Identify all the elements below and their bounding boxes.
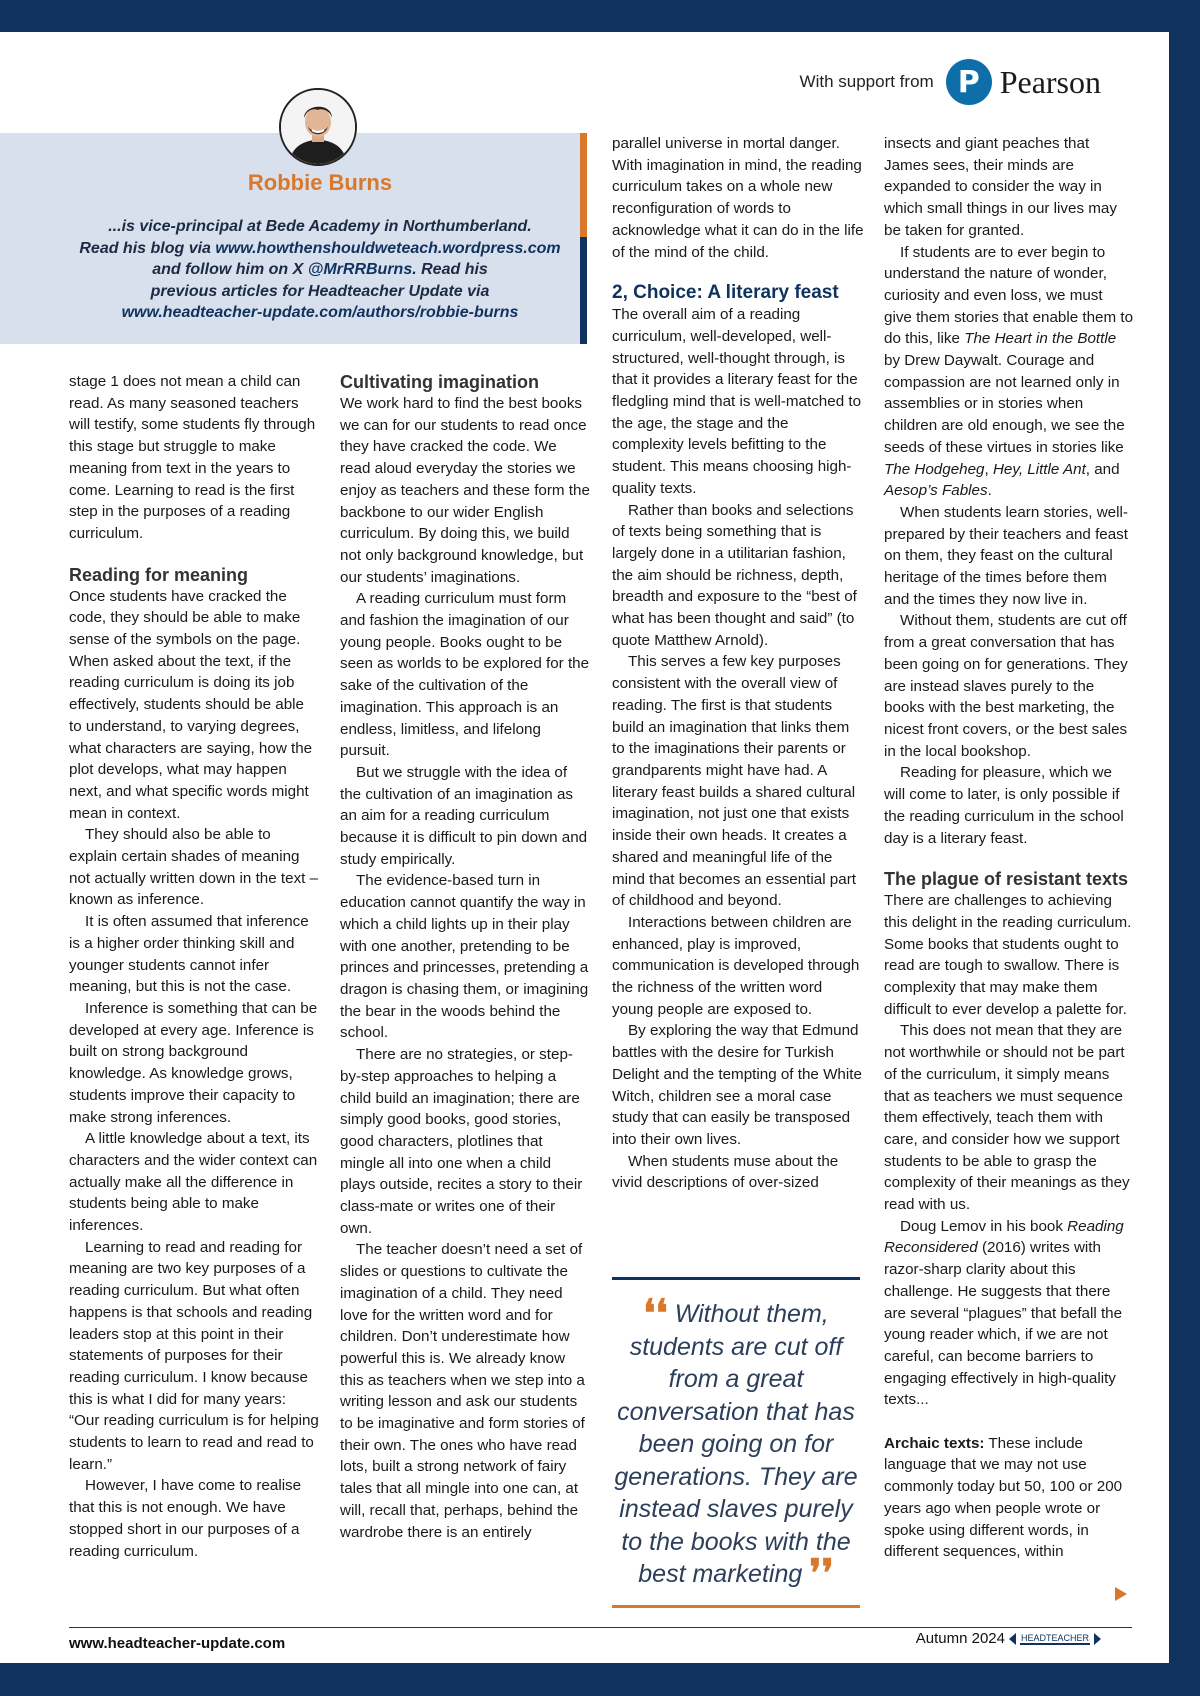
author-bio — [20, 216, 620, 324]
paragraph: We work hard to find the best books we can for our students to read once they have cracked the code. We read aloud everyday the stories we enjoy as teachers and these form the backbone to our wider English curriculum. By doing this, we build not only background knowledge, but our students’ imaginations. — [340, 395, 590, 586]
text-run: . — [987, 482, 992, 500]
paragraph: By exploring the way that Edmund battles with the desire for Turkish Delight and the tempting of the White Witch, children see a moral case study that can easily be transposed into their own lives. — [612, 1022, 862, 1148]
article-column-4 — [884, 133, 1134, 1563]
paragraph: When students learn stories, well-prepared by their teachers and feast on them, they feast on the cultural heritage of the times before them and the times they now live in. — [884, 503, 1128, 608]
article-column-3 — [612, 133, 864, 1194]
bio-line: previous articles for Headteacher Update via — [150, 282, 490, 300]
term-label: Archaic texts: — [884, 1434, 985, 1452]
paragraph — [884, 1216, 1134, 1411]
paragraph: This serves a few key purposes consistent with the overall view of reading. The first is that students build an imagination that links them to the imaginations their parents or grandparents might have had. A literary feast builds a shared cultural imagination, not just one that exists inside their own heads. It creates a shared and meaningful life of the mind that becomes an essential part of childhood and beyond. — [612, 653, 856, 910]
article-column-2 — [340, 371, 590, 1543]
author-articles-link[interactable]: www.headteacher-update.com/authors/robbie-burns — [121, 304, 519, 321]
bio-text-part: Read his blog via — [79, 239, 216, 257]
section-heading-reading-for-meaning: Reading for meaning — [69, 564, 249, 585]
book-title: Hey, Little Ant — [992, 460, 1086, 478]
close-quote-icon: ❜❜ — [809, 1553, 834, 1595]
paragraph: Inference is something that can be developed at every age. Inference is built on strong background knowledge. As knowledge grows, students improve their capacity to make strong inferences. — [69, 999, 318, 1126]
book-title: The Heart in the Bottle — [964, 330, 1117, 348]
triangle-right-icon — [1094, 1633, 1101, 1645]
pearson-wordmark: Pearson — [999, 63, 1101, 100]
paragraph — [884, 242, 1134, 502]
author-name: Robbie Burns — [247, 170, 393, 195]
paragraph — [884, 1433, 1134, 1563]
article-column-1 — [69, 371, 319, 1562]
headteacher-logo: HEADTEACHER — [1020, 1632, 1089, 1643]
pull-quote-text: Without them, students are cut off from a great conversation that has been going on for generations. They are instead slaves purely to the books with the best marketing — [614, 1300, 858, 1588]
section-heading-resistant-texts: The plague of resistant texts — [884, 869, 1129, 890]
support-text: With support from — [799, 72, 934, 91]
paragraph: But we struggle with the idea of the cultivation of an imagination as an aim for a reading curriculum because it is difficult to pin down and study empirically. — [340, 763, 588, 868]
paragraph: It is often assumed that inference is a higher order thinking skill and younger students cannot infer meaning, but this is not the case. — [69, 913, 309, 996]
paragraph: Without them, students are cut off from a great conversation that has been going on for generations. They are instead slaves purely to the books with the best marketing, the nicest front covers, or the best sales in the local bookshop. — [884, 612, 1128, 760]
author-portrait-icon — [281, 90, 355, 164]
text-run: If students are to ever begin to understand the nature of wonder, curiosity and even loss, we must give them stories that enable them to do this, like — [884, 243, 1134, 348]
paragraph: The teacher doesn’t need a set of slides or questions to cultivate the imagination of a child. They need love for the written word and for children. Don’t underestimate how powerful this is. We already know this as teachers when we step into a writing lesson and ask our students to be imaginative and form stories of their own. The ones who have read lots, built a strong network of fairy tales that all mingle into one can, at will, recall that, perhaps, behind the wardrobe there is an entirely — [340, 1241, 585, 1541]
open-quote-icon: ❛❛ — [643, 1293, 668, 1335]
book-title: Aesop’s Fables — [884, 482, 988, 500]
blog-link[interactable]: www.howthenshouldweteach.wordpress.com — [215, 239, 561, 257]
section-heading-choice: 2, Choice: A literary feast — [612, 282, 839, 304]
book-title: Reading Reconsidered — [884, 1217, 1124, 1257]
issue-label: Autumn 2024 — [915, 1630, 1005, 1647]
text-run: , — [984, 460, 993, 478]
book-title: The Hodgeheg — [884, 460, 985, 478]
paragraph: When students muse about the vivid descriptions of over-sized — [612, 1152, 839, 1192]
magazine-page — [0, 32, 1169, 1663]
paragraph: Interactions between children are enhanced, play is improved, communication is developed through the richness of the written word young people are exposed to. — [612, 913, 860, 1018]
paragraph: There are challenges to achieving this delight in the reading curriculum. Some books that students ought to read are tough to swallow. There is complexity that may make them difficult to ever develop a palette for. — [884, 892, 1132, 1018]
pearson-logo — [946, 59, 1101, 105]
paragraph: There are no strategies, or step-by-step approaches to helping a child build an imagination; there are simply good books, good stories, good characters, plotlines that mingle all into one when a child plays outside, recites a story to their class-mate or writes one of their own. — [340, 1046, 583, 1237]
paragraph: This does not mean that they are not worthwhile or should not be part of the curriculum, it simply means that as teachers we must sequence them effectively, teach them with care, and consider how we support students to be able to grasp the complexity of their meanings as they read with us. — [884, 1022, 1130, 1214]
paragraph: They should also be able to explain certain shades of meaning not actually written down in the text – known as inference. — [69, 826, 319, 909]
pearson-mark-icon: P — [946, 59, 992, 105]
bio-line: ...is vice-principal at Bede Academy in Northumberland. — [108, 218, 532, 235]
paragraph: The evidence-based turn in education cannot quantify the way in which a child lights up in their play with one another, pretending to be princes and princesses, pretending a dragon is chasing them, or imagining the bear in the woods behind the school. — [340, 872, 589, 1042]
paragraph: Rather than books and selections of texts being something that is largely done in a utilitarian fashion, the aim should be richness, depth, breadth and exposure to the “best of what has been thought and said” (to quote Matthew Arnold). — [612, 501, 857, 649]
bio-text-part: . Read his — [412, 261, 488, 278]
footer-website[interactable]: www.headteacher-update.com — [69, 1635, 286, 1652]
text-run: (2016) writes with razor-sharp clarity about this challenge. He suggests that there are several “plagues” that befall the young reader which, if we are not careful, can become barriers to engaging effectively in high-quality texts... — [884, 1239, 1123, 1409]
paragraph: Once students have cracked the code, they should be able to make sense of the symbols on the page. When asked about the text, if the reading curriculum is doing its job effectively, students should be able to understand, to varying degrees, what characters are saying, how the plot develops, what may happen next, and what specific words might mean in context. — [69, 587, 313, 822]
sponsor-banner — [800, 54, 1101, 110]
bio-line — [20, 259, 620, 281]
paragraph: The overall aim of a reading curriculum, well-developed, well-structured, well-thought through, is that it provides a literary feast for the fledgling mind that is well-matched to the age, the stage and the complexity levels befitting to the student. This means choosing high-quality texts. — [612, 306, 862, 497]
bio-text-part: and follow him on X — [152, 261, 308, 278]
author-avatar — [279, 88, 357, 166]
paragraph: stage 1 does not mean a child can read. As many seasoned teachers will testify, some students fly through this stage but struggle to make meaning from text in the years to come. Learning to read is the first step in the purposes of a reading curriculum. — [69, 373, 316, 542]
footer-issue — [916, 1630, 1101, 1647]
footer-divider — [69, 1627, 1132, 1628]
bio-line — [20, 238, 620, 260]
x-handle-link[interactable]: @MrRRBurns — [307, 261, 413, 278]
continue-arrow-icon — [1115, 1587, 1127, 1601]
paragraph: Learning to read and reading for meaning are two key purposes of a reading curriculum. But what often happens is that schools and reading leaders stop at this point in their statements of purposes for their reading curriculum. I know because this is what I did for many years: “Our reading curriculum is for helping students to learn to read and read to learn.” — [69, 1238, 319, 1473]
pull-quote — [612, 1277, 860, 1608]
paragraph: Reading for pleasure, which we will come to later, is only possible if the reading curriculum in the school day is a literary feast. — [884, 764, 1124, 847]
paragraph: A reading curriculum must form and fashion the imagination of our young people. Books ought to be seen as worlds to be explored for the sake of the cultivation of the imagination. This approach is an endless, limitless, and lifelong pursuit. — [340, 590, 590, 760]
text-run: These include language that we may not use commonly today but 50, 100 or 200 years ago when people wrote or spoke using different words, in different sequences, within — [884, 1434, 1123, 1561]
paragraph: parallel universe in mortal danger. With imagination in mind, the reading curriculum takes on a whole new reconfiguration of words to acknowledge what it can do in the life of the mind of the child. — [612, 135, 864, 261]
paragraph: insects and giant peaches that James sees, their minds are expanded to consider the way in which small things in our lives may be taken for granted. — [884, 135, 1117, 239]
text-run: by Drew Daywalt. Courage and compassion are not learned only in assemblies or in stories when children are old enough, we see the seeds of these virtues in stories like — [884, 352, 1125, 456]
text-run: Doug Lemov in his book — [900, 1217, 1068, 1235]
text-run: , and — [1085, 460, 1120, 478]
triangle-left-icon — [1009, 1633, 1016, 1645]
paragraph: A little knowledge about a text, its characters and the wider context can actually make all the difference in students being able to make inferences. — [69, 1130, 318, 1235]
paragraph: However, I have come to realise that this is not enough. We have stopped short in our purposes of a reading curriculum. — [69, 1477, 302, 1560]
section-heading-cultivating-imagination: Cultivating imagination — [340, 372, 540, 392]
